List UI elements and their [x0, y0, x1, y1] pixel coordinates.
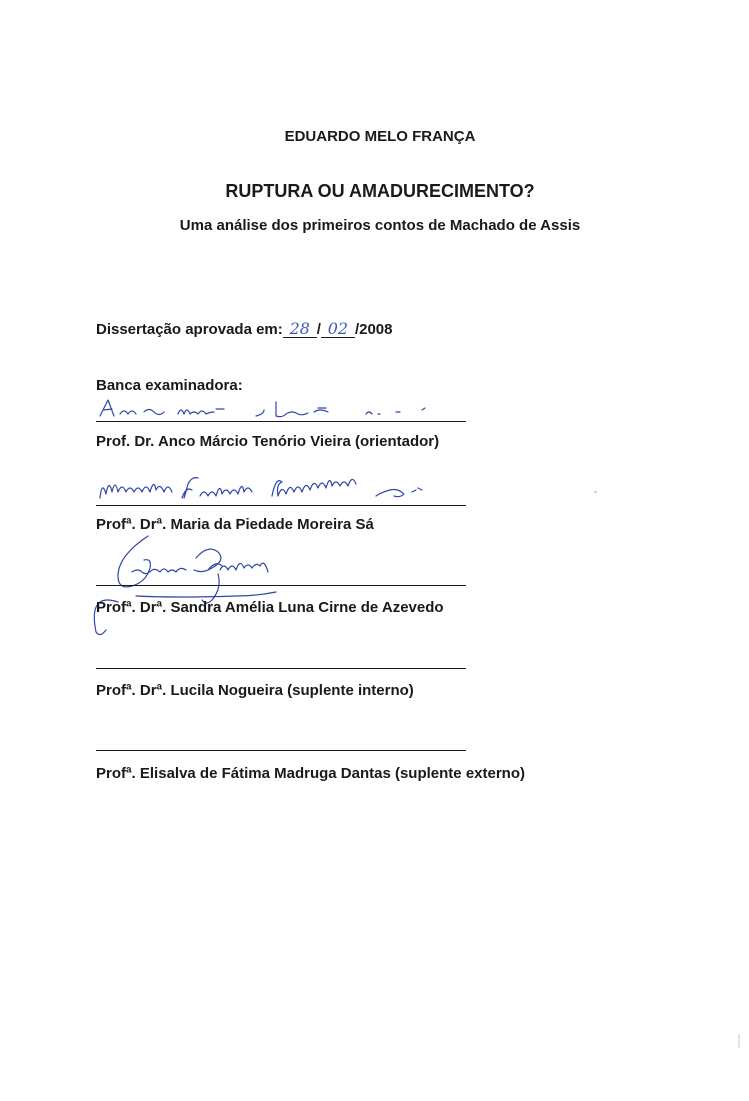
dissertation-title: RUPTURA OU AMADURECIMENTO? [225, 181, 535, 201]
dissertation-subtitle: Uma análise dos primeiros contos de Machado de Assis [179, 217, 581, 234]
signature-member-2 [96, 470, 446, 506]
approval-date-line [96, 321, 392, 338]
member-1-name: Prof. Dr. Anco Márcio Tenório Vieira (orientador) [96, 433, 440, 450]
member-4-name: Profª. Drª. Lucila Nogueira (suplente interno) [96, 682, 414, 699]
scan-speck [594, 491, 597, 493]
member-5-name: Profª. Elisalva de Fátima Madruga Dantas (suplente externo) [96, 765, 525, 782]
approval-year: /2008 [354, 321, 393, 338]
approval-month: 02 [321, 321, 355, 338]
member-3-name: Profª. Drª. Sandra Amélia Luna Cirne de Azevedo [96, 599, 444, 616]
approval-separator: / [316, 321, 321, 338]
approval-day: 28 [283, 321, 317, 338]
committee-label: Banca examinadora: [96, 377, 243, 394]
member-2-name: Profª. Drª. Maria da Piedade Moreira Sá [96, 516, 374, 533]
scan-speck [738, 1034, 740, 1048]
signature-line-4 [96, 668, 466, 669]
signature-line-2 [96, 505, 466, 506]
approval-label: Dissertação aprovada em: [96, 321, 283, 338]
author-name: EDUARDO MELO FRANÇA [284, 128, 476, 145]
signature-line-1 [96, 421, 466, 422]
signature-member-1 [96, 396, 456, 422]
signature-line-5 [96, 750, 466, 751]
signature-line-3 [96, 585, 466, 586]
